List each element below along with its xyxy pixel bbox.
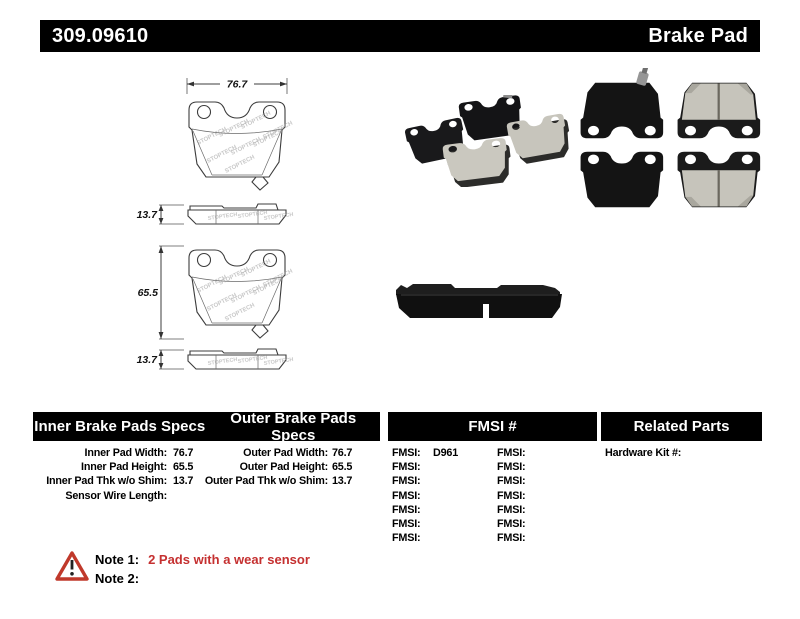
- fmsi-value: [428, 504, 497, 518]
- fmsi-label: FMSI:: [497, 447, 526, 459]
- pad-side-view: [188, 349, 294, 369]
- fmsi-value: [428, 461, 497, 475]
- spec-label: Inner Pad Width:: [84, 447, 167, 459]
- pad-side-view: [188, 204, 294, 224]
- warning-icon: [55, 550, 89, 584]
- fmsi-row: [392, 504, 594, 518]
- fmsi-value: [428, 518, 497, 532]
- fmsi-label: FMSI:: [497, 503, 526, 516]
- fmsi-value: [533, 504, 594, 518]
- black-pad-back: [581, 152, 664, 208]
- outer-pads-specs: [206, 447, 380, 490]
- spec-value: 76.7: [173, 447, 194, 459]
- inner-pads-specs: [33, 447, 206, 504]
- inner-specs-header: Inner Brake Pads Specs: [34, 418, 206, 435]
- ceramic-pad: [442, 137, 513, 187]
- dimension-height: [138, 246, 184, 339]
- fmsi-label: FMSI:: [497, 517, 526, 530]
- spec-label: Outer Pad Width:: [243, 447, 328, 459]
- fmsi-header: FMSI #: [468, 418, 517, 435]
- spec-value: 65.5: [332, 461, 353, 474]
- ceramic-pad-front: [678, 83, 761, 139]
- related-parts-header: Related Parts: [633, 418, 730, 435]
- related-label: Hardware Kit #:: [605, 447, 682, 459]
- fmsi-row: [392, 518, 594, 532]
- pad-front-view: [189, 250, 294, 338]
- fmsi-label: FMSI:: [392, 532, 421, 545]
- dimension-width: [187, 77, 287, 94]
- note-1-text: 2 Pads with a wear sensor: [148, 552, 310, 567]
- dim-thickness-label: 13.7: [136, 209, 157, 221]
- note-1-label: Note 1:: [95, 552, 140, 567]
- spec-row: [206, 475, 380, 489]
- fmsi-row: [392, 447, 594, 461]
- fmsi-label: FMSI:: [497, 475, 526, 488]
- technical-drawing-width: [130, 72, 305, 234]
- title-bar: [40, 20, 760, 52]
- note-1: [95, 552, 310, 567]
- fmsi-list: [392, 447, 594, 546]
- fmsi-label: FMSI:: [497, 489, 526, 502]
- ceramic-pad-front: [678, 152, 761, 208]
- fmsi-value: [533, 518, 594, 532]
- fmsi-value: [533, 490, 594, 504]
- fmsi-label: FMSI:: [392, 489, 421, 502]
- spec-label: Inner Pad Thk w/o Shim:: [46, 475, 167, 488]
- related-parts-list: [605, 447, 762, 461]
- fmsi-header-bar: [388, 412, 597, 441]
- spec-value: 13.7: [332, 475, 353, 488]
- spec-label: Sensor Wire Length:: [65, 489, 167, 502]
- fmsi-value: [533, 447, 594, 461]
- fmsi-value: [533, 532, 594, 546]
- spec-row: [33, 447, 206, 461]
- spec-row: [33, 490, 206, 504]
- fmsi-label: FMSI:: [392, 517, 421, 530]
- dimension-thickness: [137, 205, 184, 224]
- outer-specs-header: Outer Brake Pads Specs: [230, 409, 357, 444]
- spec-label: Outer Pad Height:: [239, 461, 328, 474]
- dim-width-label: 76.7: [226, 78, 248, 91]
- fmsi-label: FMSI:: [392, 503, 421, 516]
- fmsi-row: [392, 461, 594, 475]
- fmsi-row: [392, 475, 594, 489]
- fmsi-row: [392, 490, 594, 504]
- dim-height-label: 65.5: [137, 287, 158, 299]
- spec-value: 13.7: [173, 475, 194, 488]
- fmsi-value: [428, 475, 497, 489]
- related-row: [605, 447, 762, 461]
- spec-value: 76.7: [332, 447, 353, 459]
- technical-drawing-height: [130, 240, 305, 375]
- spec-row: [33, 475, 206, 489]
- spec-label: Outer Pad Thk w/o Shim:: [204, 475, 328, 488]
- product-photo-perspective: [398, 95, 570, 187]
- fmsi-label: FMSI:: [497, 461, 526, 474]
- pad-front-view: [189, 102, 294, 190]
- fmsi-label: FMSI:: [497, 532, 526, 545]
- fmsi-row: [392, 532, 594, 546]
- note-2: [95, 571, 148, 586]
- spec-label: Inner Pad Height:: [81, 461, 167, 474]
- fmsi-label: FMSI:: [392, 475, 421, 488]
- product-photo-grid: [578, 68, 763, 218]
- spec-row: [206, 461, 380, 475]
- fmsi-value: [428, 490, 497, 504]
- fmsi-value: [428, 532, 497, 546]
- dimension-thickness: [137, 350, 184, 369]
- fmsi-value: [533, 475, 594, 489]
- fmsi-value: D961: [433, 447, 459, 459]
- spec-row: [33, 461, 206, 475]
- part-number: 309.09610: [52, 24, 149, 47]
- black-pad-back: [581, 68, 664, 138]
- spec-row: [206, 447, 380, 461]
- product-name: Brake Pad: [648, 24, 748, 47]
- related-parts-header-bar: [601, 412, 762, 441]
- spec-value: 65.5: [173, 461, 194, 474]
- pads-specs-header-bar: [33, 409, 380, 444]
- fmsi-label: FMSI:: [392, 461, 421, 474]
- product-photo-edge-view: [393, 280, 565, 324]
- fmsi-value: [533, 461, 594, 475]
- dim-thickness2-label: 13.7: [136, 354, 157, 366]
- fmsi-label: FMSI:: [392, 447, 421, 459]
- note-2-label: Note 2:: [95, 571, 140, 586]
- related-value: [681, 447, 685, 461]
